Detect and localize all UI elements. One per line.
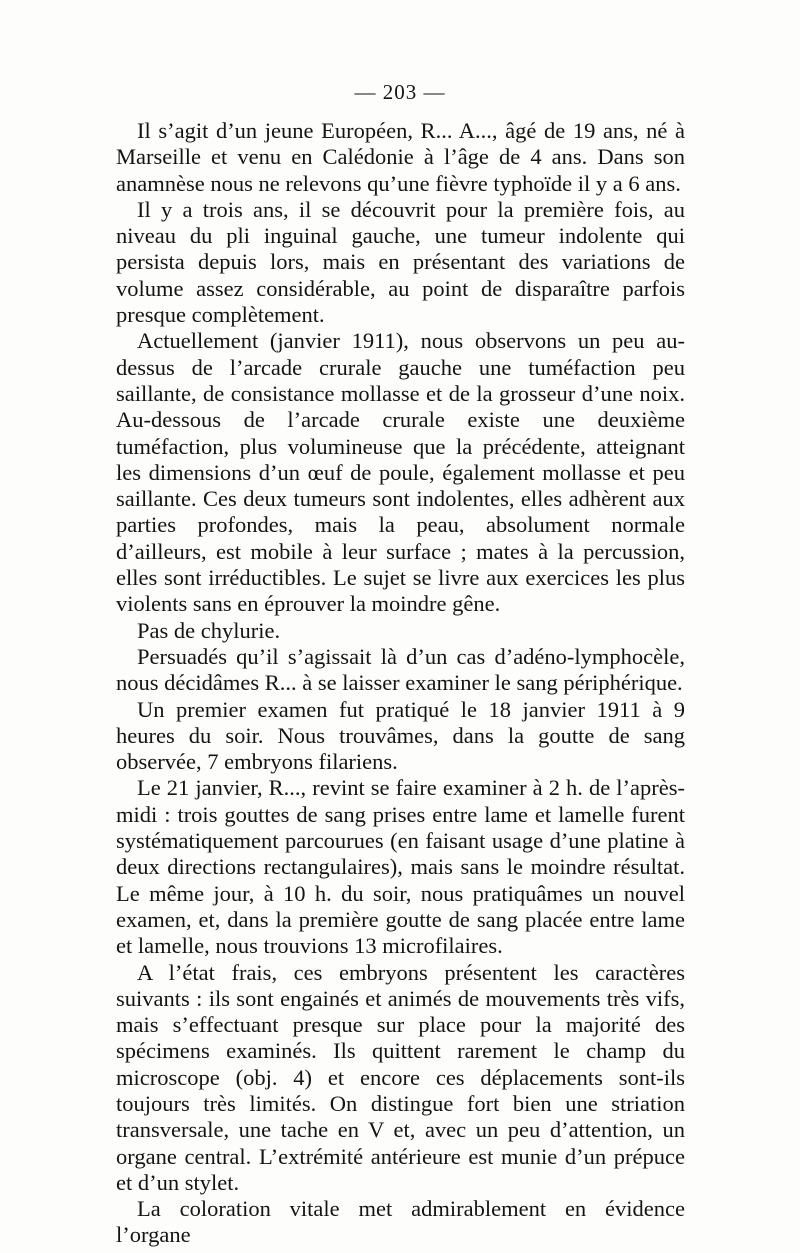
paragraph-1: Il s’agit d’un jeune Européen, R... A..., âgé de 19 ans, né à Marseille et venu en Calédonie à l’âge de 4 ans. Dans son anamnèse nous ne relevons qu’une fièvre typhoïde il y a 6 ans. [116, 118, 685, 196]
paragraph-7: Le 21 janvier, R..., revint se faire examiner à 2 h. de l’après-midi : trois gouttes de sang prises entre lame et lamelle furent systématiquement parcourues (en faisant usage d’une platine à deux directions rectangulaires), mais sans le moindre résultat. Le même jour, à 10 h. du soir, nous pratiquâmes un nouvel examen, et, dans la première goutte de sang placée entre lame et lamelle, nous trouvions 13 microfilaires. [116, 775, 685, 959]
paragraph-8: A l’état frais, ces embryons présentent les caractères suivants : ils sont engainés et animés de mouvements très vifs, mais s’effectuant presque sur place pour la majorité des spécimens examinés. Ils quittent rarement le champ du microscope (obj. 4) et encore ces déplacements sont-ils toujours très limités. On distingue fort bien une striation transversale, une tache en V et, avec un peu d’attention, un organe central. L’extrémité antérieure est munie d’un prépuce et d’un stylet. [116, 959, 685, 1195]
page-number: — 203 — [354, 80, 446, 104]
paragraph-6: Un premier examen fut pratiqué le 18 janvier 1911 à 9 heures du soir. Nous trouvâmes, dans la goutte de sang observée, 7 embryons filariens. [116, 696, 685, 775]
paragraph-3: Actuellement (janvier 1911), nous observons un peu au-dessus de l’arcade crurale gauche une tuméfaction peu saillante, de consistance mollasse et de la grosseur d’une noix. Au-dessous de l’arcade crurale existe une deuxième tuméfaction, plus volumineuse que la précédente, atteignant les dimensions d’un œuf de poule, également mollasse et peu saillante. Ces deux tumeurs sont indolentes, elles adhèrent aux parties profondes, mais la peau, absolument normale d’ailleurs, est mobile à leur surface ; mates à la percussion, elles sont irréductibles. Le sujet se livre aux exercices les plus violents sans en éprouver la moindre gêne. [116, 328, 685, 617]
body-text [116, 118, 685, 1249]
paragraph-4: Pas de chylurie. [137, 617, 281, 643]
paragraph-5: Persuadés qu’il s’agissait là d’un cas d’adéno-lymphocèle, nous décidâmes R... à se laisser examiner le sang périphérique. [116, 643, 685, 696]
paragraph-2: Il y a trois ans, il se découvrit pour la première fois, au niveau du pli inguinal gauche, une tumeur indolente qui persista depuis lors, mais en présentant des variations de volume assez considérable, au point de disparaître parfois presque complètement. [116, 196, 685, 328]
paragraph-9: La coloration vitale met admirablement en évidence l’organe [116, 1196, 685, 1248]
